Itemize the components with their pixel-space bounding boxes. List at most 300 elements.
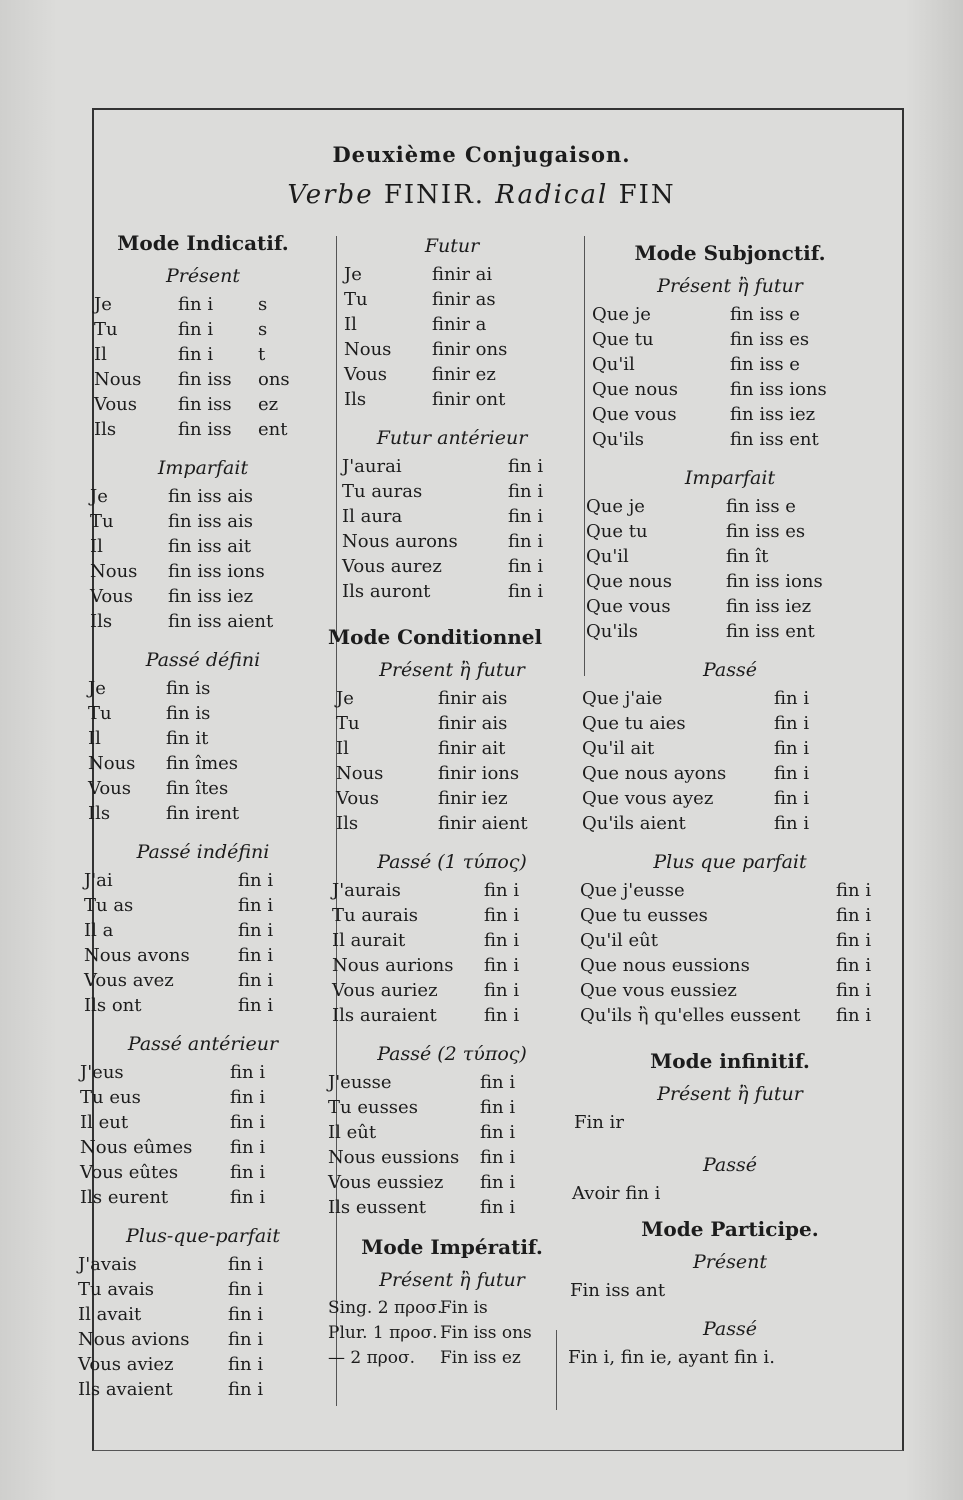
ending: s: [258, 319, 268, 340]
tense-section: [78, 644, 328, 836]
verb-form: fin i: [238, 920, 274, 941]
pronoun: Vous eussiez: [328, 1172, 444, 1193]
verb-form: fin i: [836, 955, 872, 976]
verb-form: fin iss e: [730, 354, 800, 375]
pronoun: Nous: [344, 339, 392, 360]
pronoun: Ils: [94, 419, 117, 440]
verb-form: fin it: [166, 728, 209, 749]
pronoun: Nous avons: [84, 945, 190, 966]
pronoun: Ils ont: [84, 995, 142, 1016]
form-row: [328, 1120, 576, 1145]
verb-form: fin i: [836, 930, 872, 951]
pronoun: Qu'il: [592, 354, 635, 375]
mode-heading: Mode Participe.: [641, 1217, 819, 1241]
form-row: [580, 978, 880, 1003]
spacer: [78, 442, 328, 452]
verb-form: fin i: [238, 870, 274, 891]
tense-heading: Passé défini: [145, 649, 261, 671]
verb-form: fin i: [774, 738, 810, 759]
verb-form: fin i: [238, 970, 274, 991]
verb-form: fin i: [484, 1005, 520, 1026]
form-row: [328, 878, 576, 903]
form-row: [78, 751, 328, 776]
pronoun: Qu'il eût: [580, 930, 659, 951]
form-row: [78, 801, 328, 826]
form-row: [328, 362, 576, 387]
pronoun: Que vous ayez: [582, 788, 714, 809]
form-row: [78, 1352, 328, 1377]
pronoun: Nous aurons: [342, 531, 458, 552]
verb-form: fin iss ions: [168, 561, 265, 582]
pronoun: Tu: [344, 289, 368, 310]
tense-heading: Futur antérieur: [376, 427, 528, 449]
tense-heading: Passé: [702, 1154, 757, 1176]
tense-heading: Présent: [693, 1251, 767, 1273]
pronoun: Que vous: [586, 596, 671, 617]
verb-form: fin i: [228, 1304, 264, 1325]
verb-form: fin i: [480, 1147, 516, 1168]
pronoun: Tu avais: [78, 1279, 154, 1300]
form-row: [580, 402, 880, 427]
form-row: [574, 1110, 880, 1135]
verb-form: fin iss iez: [730, 404, 816, 425]
form-row: [580, 427, 880, 452]
ending: ons: [258, 369, 290, 390]
pronoun: J'eusse: [328, 1072, 392, 1093]
tense-heading: Présent ἢ futur: [379, 1269, 525, 1291]
pronoun: Vous auriez: [332, 980, 438, 1001]
pronoun: Qu'ils: [586, 621, 639, 642]
tense-section: [328, 1038, 576, 1230]
pronoun: Tu eusses: [328, 1097, 418, 1118]
spacer: [328, 1371, 576, 1381]
verb-form: fin i: [228, 1379, 264, 1400]
pronoun: Il eût: [328, 1122, 377, 1143]
form-row: [328, 1296, 576, 1321]
form-row: [78, 1135, 328, 1160]
pronoun: Qu'ils ἢ qu'elles eussent: [580, 1005, 801, 1026]
form-row: [580, 878, 880, 903]
mode-heading: Mode infinitif.: [650, 1049, 810, 1073]
form-row: [78, 1110, 328, 1135]
verb-form: finir iez: [438, 788, 508, 809]
verb-form: fin iss ent: [726, 621, 815, 642]
form-row: [580, 736, 880, 761]
form-row: [328, 811, 576, 836]
pronoun: Que tu: [586, 521, 648, 542]
pronoun: Tu: [94, 319, 118, 340]
tense-section: [328, 654, 576, 846]
verb-form: fin i: [508, 506, 544, 527]
verb-form: fin is: [166, 703, 211, 724]
form-row: [580, 519, 880, 544]
spacer: [78, 826, 328, 836]
pronoun: Il aura: [342, 506, 403, 527]
pronoun: Vous: [336, 788, 380, 809]
form-row: [78, 776, 328, 801]
form-row: [78, 417, 328, 442]
pronoun: Tu as: [84, 895, 134, 916]
pronoun: Que vous eussiez: [580, 980, 737, 1001]
form-row: [328, 312, 576, 337]
form-row: [78, 1085, 328, 1110]
verb-form: fin i: [230, 1162, 266, 1183]
pronoun: Vous aviez: [78, 1354, 174, 1375]
form-row: [78, 609, 328, 634]
futur-conditionnel-column: [328, 230, 576, 1381]
form-row: [328, 529, 576, 554]
verb-form: fin i: [480, 1197, 516, 1218]
form-row: [580, 928, 880, 953]
verb-form: fin i: [230, 1062, 266, 1083]
pronoun: Ils eussent: [328, 1197, 427, 1218]
form-row: [78, 392, 328, 417]
tense-section: [580, 270, 880, 462]
form-row: [78, 1327, 328, 1352]
pronoun: Ils avaient: [78, 1379, 173, 1400]
verb-form: fin i: [484, 955, 520, 976]
spacer: [328, 412, 576, 422]
verb-form: fin iss es: [726, 521, 806, 542]
spacer: [328, 604, 576, 614]
pronoun: — 2 προσ.: [328, 1348, 416, 1368]
form-row: [580, 903, 880, 928]
form-row: [328, 287, 576, 312]
pronoun: Que nous eussions: [580, 955, 750, 976]
ending: t: [258, 344, 266, 365]
pronoun: Ils: [344, 389, 367, 410]
mode-heading: Mode Conditionnel: [328, 625, 543, 649]
spacer: [580, 452, 880, 462]
form-row: [580, 686, 880, 711]
verb-form: fin i: [508, 456, 544, 477]
form-row: [78, 534, 328, 559]
pronoun: Il aurait: [332, 930, 406, 951]
form-row: [580, 494, 880, 519]
form-row: [570, 1278, 880, 1303]
pronoun: Nous: [90, 561, 138, 582]
verb-form: finir aient: [438, 813, 528, 834]
verb-form: fin iss iez: [726, 596, 812, 617]
verb-form: fin i: [484, 980, 520, 1001]
verb-form: Fin iss ons: [440, 1323, 532, 1343]
form-row: [580, 619, 880, 644]
spacer: [78, 1402, 328, 1412]
verb-form: Fin iss ez: [440, 1348, 521, 1368]
pronoun: Tu: [336, 713, 360, 734]
form-row: [328, 953, 576, 978]
verb-form: fin i: [774, 763, 810, 784]
form-row: [78, 342, 328, 367]
pronoun: Qu'il: [586, 546, 629, 567]
verb-form: fin i: [508, 556, 544, 577]
verb-form: fin i: [774, 788, 810, 809]
subjonctif-column: [568, 236, 880, 1370]
pronoun: J'aurais: [332, 880, 401, 901]
pronoun: Je: [94, 294, 112, 315]
radical-word: Radical: [495, 180, 609, 210]
verb-form: fin iss ent: [730, 429, 819, 450]
form-row: [78, 918, 328, 943]
pronoun: Nous: [88, 753, 136, 774]
form-row: [328, 1170, 576, 1195]
form-text: Fin iss ant: [570, 1280, 666, 1301]
form-text: Avoir fin i: [572, 1183, 661, 1204]
verb-form: finir ez: [432, 364, 496, 385]
pronoun: Vous: [94, 394, 138, 415]
form-row: [328, 1003, 576, 1028]
pronoun: Nous eûmes: [80, 1137, 193, 1158]
pronoun: Ils: [88, 803, 111, 824]
pronoun: Il: [344, 314, 357, 335]
pronoun: Qu'il ait: [582, 738, 655, 759]
form-row: [78, 701, 328, 726]
pronoun: Sing. 2 προσ.: [328, 1298, 443, 1318]
pronoun: Que j'aie: [582, 688, 663, 709]
verb-form: fin i: [228, 1354, 264, 1375]
verb-form: Fin is: [440, 1298, 488, 1318]
ending: ez: [258, 394, 279, 415]
form-row: [328, 1195, 576, 1220]
pronoun: Qu'ils: [592, 429, 645, 450]
verb-form: finir ait: [438, 738, 506, 759]
tense-heading: Plus que parfait: [653, 851, 807, 873]
verb-form: fin i: [836, 980, 872, 1001]
verb-form: finir ais: [438, 713, 508, 734]
form-row: [328, 579, 576, 604]
form-text: Fin i, fin ie, ayant fin i.: [568, 1347, 775, 1368]
verb-form: fin iss ions: [730, 379, 827, 400]
verb-form: fin ît: [726, 546, 769, 567]
tense-section: [580, 846, 880, 1038]
verb-form: fin iss iez: [168, 586, 254, 607]
form-row: [328, 978, 576, 1003]
pronoun: Je: [344, 264, 362, 285]
verb-form: fin i: [508, 581, 544, 602]
form-row: [328, 686, 576, 711]
verb-form: fin i: [836, 1005, 872, 1026]
spacer: [78, 1018, 328, 1028]
form-row: [328, 903, 576, 928]
tense-heading: Présent ἢ futur: [379, 659, 525, 681]
mode-heading: Mode Indicatif.: [117, 231, 289, 255]
mode-heading: Mode Subjonctif.: [634, 241, 826, 265]
pronoun: Tu eus: [80, 1087, 141, 1108]
form-row: [78, 1160, 328, 1185]
pronoun: Que tu: [592, 329, 654, 350]
form-row: [78, 1252, 328, 1277]
form-row: [78, 726, 328, 751]
verb-heading: [0, 180, 963, 210]
pronoun: Vous: [88, 778, 132, 799]
tense-heading: Imparfait: [157, 457, 249, 479]
form-row: [580, 594, 880, 619]
form-row: [78, 676, 328, 701]
form-row: [78, 559, 328, 584]
tense-heading: Passé: [702, 1318, 757, 1340]
form-row: [328, 1095, 576, 1120]
pronoun: Vous: [344, 364, 388, 385]
pronoun: Que tu eusses: [580, 905, 708, 926]
form-row: [78, 893, 328, 918]
pronoun: Il a: [84, 920, 114, 941]
form-row: [78, 1185, 328, 1210]
form-row: [328, 928, 576, 953]
mode-heading: Mode Impératif.: [361, 1235, 543, 1259]
verb-form: fin i: [508, 531, 544, 552]
spacer: [580, 644, 880, 654]
verb-form: fin i: [228, 1279, 264, 1300]
pronoun: Tu: [90, 511, 114, 532]
form-row: [78, 993, 328, 1018]
verb-form: fin iss: [178, 419, 232, 440]
pronoun: Que nous ayons: [582, 763, 727, 784]
verb-form: fin i: [836, 880, 872, 901]
form-row: [580, 302, 880, 327]
verb-form: fin i: [484, 930, 520, 951]
pronoun: Je: [88, 678, 106, 699]
indicatif-column: [78, 226, 328, 1412]
verb-form: fin îtes: [166, 778, 229, 799]
form-row: [78, 484, 328, 509]
form-row: [78, 292, 328, 317]
form-row: [78, 1302, 328, 1327]
form-text: Fin ir: [574, 1112, 624, 1133]
form-row: [78, 968, 328, 993]
verb-form: finir ais: [438, 688, 508, 709]
radical-name: FIN: [618, 180, 676, 210]
form-row: [328, 711, 576, 736]
pronoun: Qu'ils aient: [582, 813, 686, 834]
verb-form: fin iss ions: [726, 571, 823, 592]
form-row: [328, 786, 576, 811]
tense-section: [78, 1028, 328, 1220]
pronoun: Je: [336, 688, 354, 709]
tense-section: [78, 836, 328, 1028]
pronoun: Nous: [94, 369, 142, 390]
pronoun: Nous aurions: [332, 955, 454, 976]
tense-section: [580, 462, 880, 654]
verb-form: fin is: [166, 678, 211, 699]
verb-word: Verbe: [287, 180, 374, 210]
form-row: [328, 554, 576, 579]
spacer: [328, 1220, 576, 1230]
tense-heading: Plus-que-parfait: [126, 1225, 280, 1247]
verb-form: fin i: [774, 688, 810, 709]
verb-form: fin irent: [166, 803, 240, 824]
pronoun: Que tu aies: [582, 713, 686, 734]
pronoun: Vous avez: [84, 970, 174, 991]
pronoun: Que nous: [592, 379, 678, 400]
verb-form: fin i: [480, 1072, 516, 1093]
pronoun: Il: [88, 728, 101, 749]
pronoun: Tu: [88, 703, 112, 724]
form-row: [328, 454, 576, 479]
verb-form: fin i: [228, 1254, 264, 1275]
tense-section: [328, 422, 576, 614]
ending: s: [258, 294, 268, 315]
spacer: [78, 634, 328, 644]
form-row: [328, 504, 576, 529]
verb-form: finir a: [432, 314, 487, 335]
verb-form: fin iss e: [726, 496, 796, 517]
verb-form: fin i: [230, 1112, 266, 1133]
verb-form: fin i: [238, 995, 274, 1016]
tense-heading: Présent ἢ futur: [657, 1083, 803, 1105]
tense-heading: Présent: [166, 265, 240, 287]
verb-form: fin îmes: [166, 753, 239, 774]
verb-form: fin iss ais: [168, 486, 253, 507]
form-row: [328, 262, 576, 287]
form-row: [580, 786, 880, 811]
verb-form: fin i: [230, 1137, 266, 1158]
tense-section: [328, 1264, 576, 1381]
form-row: [580, 953, 880, 978]
pronoun: Il eut: [80, 1112, 129, 1133]
pronoun: Vous aurez: [342, 556, 442, 577]
form-row: [572, 1181, 880, 1206]
spacer: [580, 1028, 880, 1038]
pronoun: Que nous: [586, 571, 672, 592]
form-row: [78, 367, 328, 392]
pronoun: Que vous: [592, 404, 677, 425]
verb-form: fin i: [484, 880, 520, 901]
verb-form: fin i: [480, 1097, 516, 1118]
verb-form: fin i: [238, 895, 274, 916]
verb-name: FINIR.: [383, 180, 486, 210]
pronoun: Nous eussions: [328, 1147, 460, 1168]
verb-form: fin i: [178, 344, 214, 365]
pronoun: Ils eurent: [80, 1187, 169, 1208]
tense-heading: Passé (2 τύπος): [377, 1043, 527, 1065]
form-row: [328, 1321, 576, 1346]
verb-form: fin i: [230, 1187, 266, 1208]
tense-section: [78, 260, 328, 452]
verb-form: fin i: [238, 945, 274, 966]
verb-form: finir ont: [432, 389, 506, 410]
pronoun: J'aurai: [342, 456, 402, 477]
tense-section: [78, 1220, 328, 1412]
verb-form: fin iss: [178, 369, 232, 390]
tense-heading: Passé (1 τύπος): [377, 851, 527, 873]
form-row: [568, 1345, 880, 1370]
pronoun: Il: [94, 344, 107, 365]
spacer: [328, 836, 576, 846]
pronoun: Ils: [336, 813, 359, 834]
tense-heading: Imparfait: [684, 467, 776, 489]
tense-heading: Passé: [702, 659, 757, 681]
verb-form: fin i: [774, 813, 810, 834]
form-row: [328, 761, 576, 786]
form-row: [328, 1145, 576, 1170]
form-row: [78, 509, 328, 534]
verb-form: fin iss e: [730, 304, 800, 325]
tense-heading: Passé antérieur: [127, 1033, 279, 1055]
pronoun: Que je: [592, 304, 651, 325]
pronoun: Il avait: [78, 1304, 142, 1325]
verb-form: fin i: [484, 905, 520, 926]
verb-form: finir ons: [432, 339, 508, 360]
pronoun: Nous: [336, 763, 384, 784]
form-row: [328, 387, 576, 412]
form-row: [328, 736, 576, 761]
page-title: Deuxième Conjugaison.: [332, 142, 631, 167]
form-row: [580, 377, 880, 402]
form-row: [580, 811, 880, 836]
form-row: [328, 1070, 576, 1095]
form-row: [580, 761, 880, 786]
pronoun: J'avais: [78, 1254, 137, 1275]
